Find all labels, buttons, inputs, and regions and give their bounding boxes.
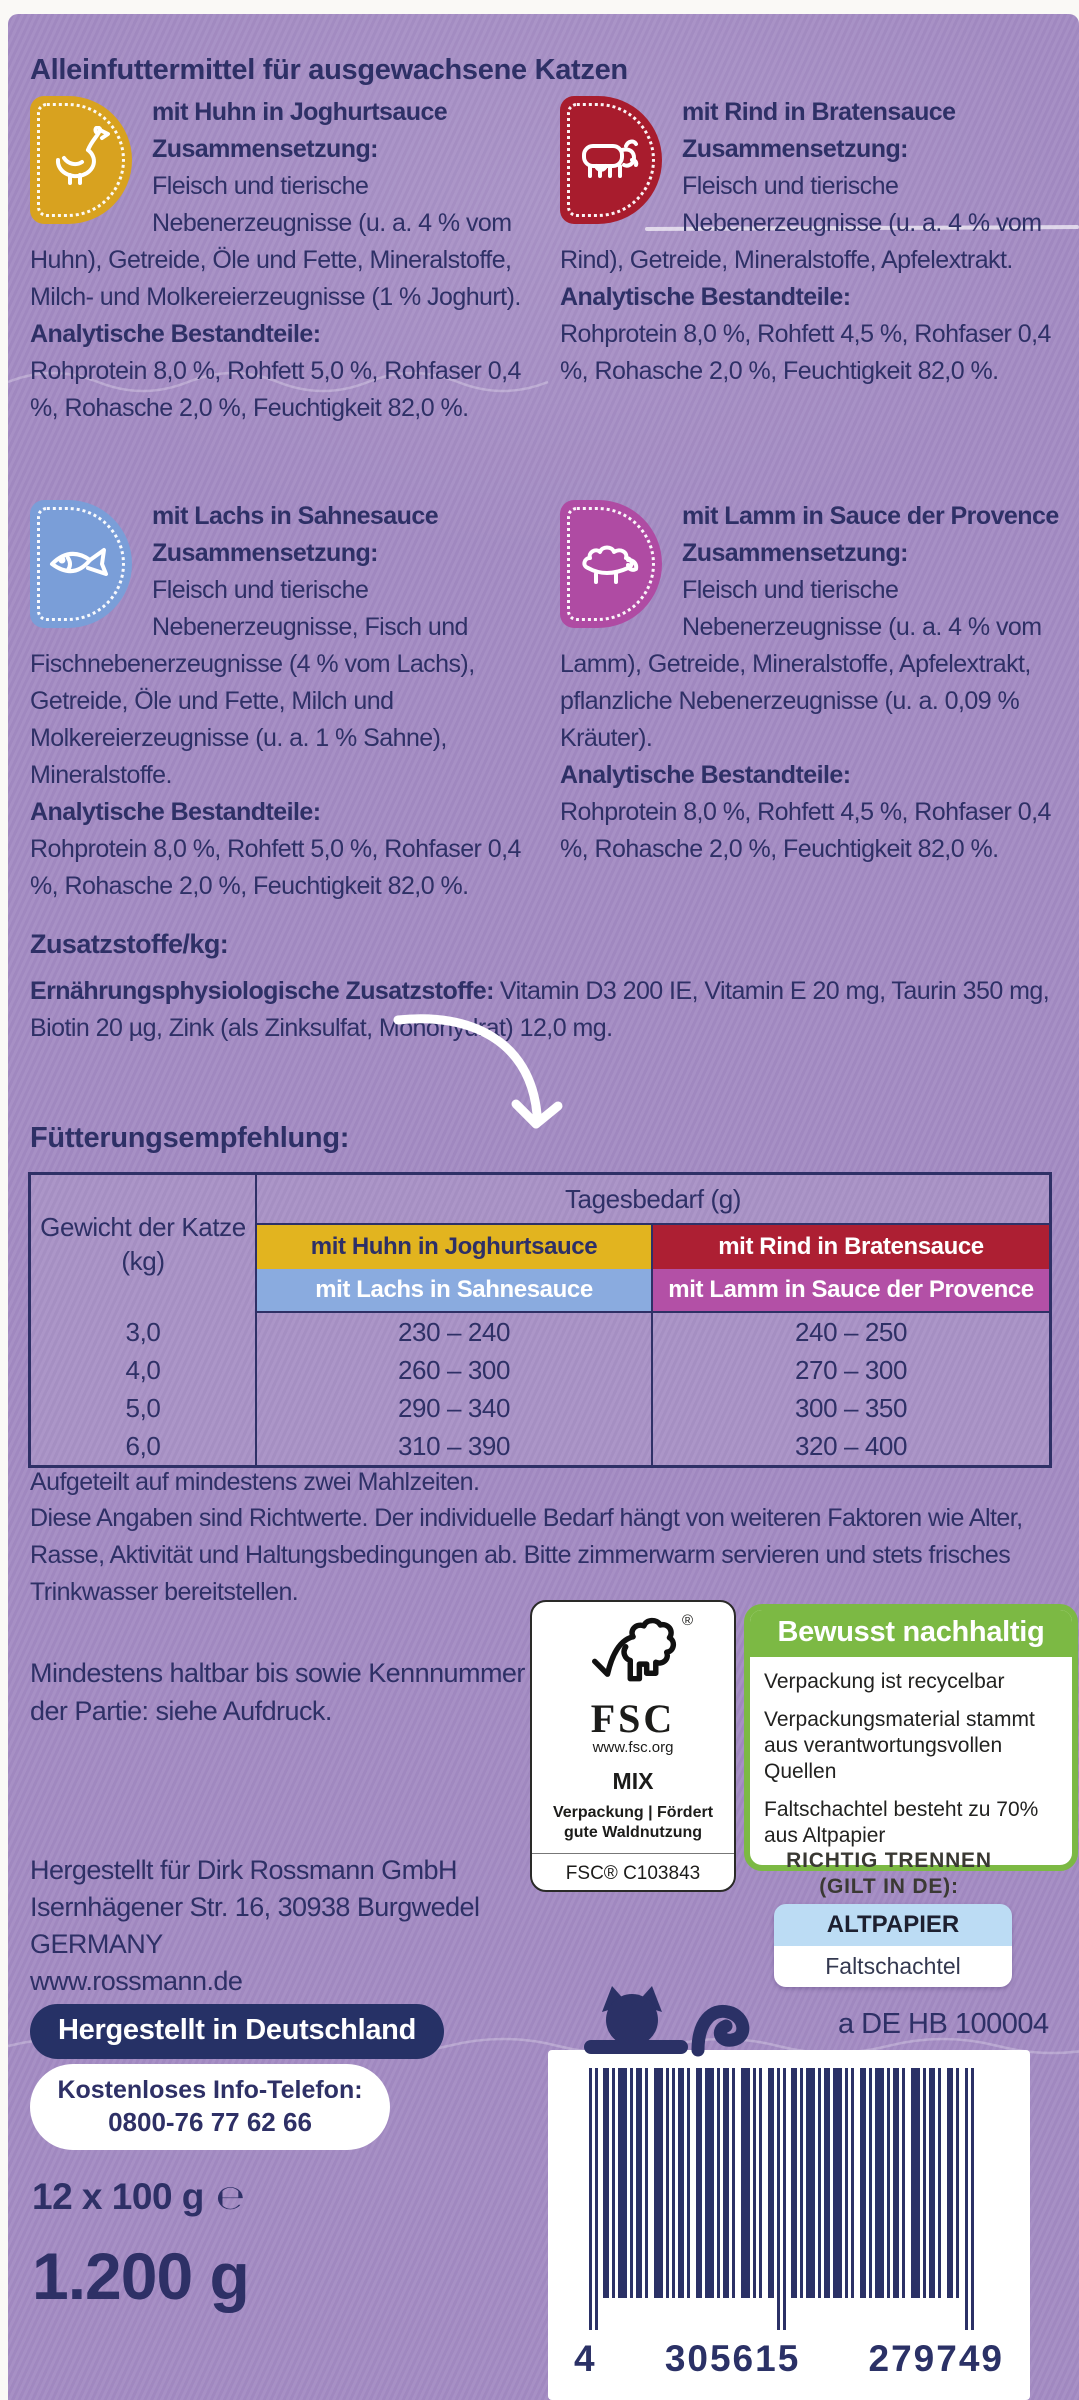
fsc-desc-line1: Verpackung | Fördert [552,1804,714,1821]
barcode-bars [579,2068,999,2336]
barcode-panel [548,2050,1030,2400]
hotline-number: 0800-76 77 62 66 [108,2107,312,2137]
altpapier-badge [774,1904,1012,1987]
durability-line1: Mindestens haltbar bis sowie Kennnummer [30,1658,525,1688]
table-cell-range: 290 – 340 [257,1389,653,1427]
barcode-digit-group: 279749 [868,2338,1004,2379]
feeding-note-meals: Aufgeteilt auf mindestens zwei Mahlzeiten. [30,1468,480,1496]
sheep-icon [574,530,648,596]
variety-title: mit Lachs in Sahnesauce [152,502,439,530]
fsc-registered-mark: ® [681,1612,693,1629]
table-cell-range: 320 – 400 [794,1430,908,1461]
fsc-label [530,1600,736,1892]
variety-section-rind [560,94,1072,390]
table-cell-weight: 5,0 [31,1389,257,1427]
package-panel [8,14,1079,2400]
fsc-license-code: FSC® C103843 [532,1853,734,1885]
fsc-tree-check-icon [587,1612,693,1701]
durability-line2: der Partie: siehe Aufdruck. [30,1696,332,1726]
manufacturer-line1: Hergestellt für Dirk Rossmann GmbH [30,1855,457,1885]
analytics-text: Rohprotein 8,0 %, Rohfett 5,0 %, Rohfaser 0,4 %, Rohasche 2,0 %, Feuchtigkeit 82,0 %. [30,835,521,900]
analytics-label: Analytische Bestandteile: [560,761,851,789]
composition-text: Fleisch und tierische Nebenerzeugnisse, Fisch und Fischnebenerzeugnisse (4 % vom Lachs), Getreide, Öle und Fette, Milch und Molkereierzeugnisse (u. a. 1 % Sahne), Mineralstoffe. [30,576,475,789]
table-cell-range: 270 – 300 [794,1354,908,1385]
analytics-label: Analytische Bestandteile: [30,320,321,348]
fsc-url: www.fsc.org [592,1739,674,1756]
fish-icon [44,530,118,596]
variety-section-lamm [560,498,1072,868]
table-cell-weight: 3,0 [31,1313,257,1351]
additives-lead: Ernährungsphysiologische Zusatzstoffe: [30,977,494,1005]
table-cell-range: 300 – 350 [794,1392,908,1423]
altpapier-material: ALTPAPIER [774,1904,1012,1946]
multipack-text: 12 x 100 g [32,2176,204,2217]
manufacturer-line2: Isernhägener Str. 16, 30938 Burgwedel [30,1892,480,1922]
durability-note [30,1654,525,1730]
composition-label: Zusammensetzung: [682,539,908,567]
daily-need-header: Tagesbedarf (g) [257,1175,1049,1225]
composition-text: Fleisch und tierische Nebenerzeugnisse (u. a. 4 % vom Lamm), Getreide, Mineralstoffe, Apfelextrakt, pflanzliche Nebenerzeugnisse (u. a. 0,09 % Kräuter). [560,576,1042,752]
separation-line1: RICHTIG TRENNEN [786,1849,992,1872]
altpapier-component: Faltschachtel [774,1946,1012,1987]
analytics-label: Analytische Bestandteile: [560,283,851,311]
weight-header-line2: (kg) [121,1246,165,1276]
sustainability-item: Faltschachtel besteht zu 70% aus Altpapier [764,1798,1039,1847]
separation-heading [748,1848,1030,1900]
manufacturer-website: www.rossmann.de [30,1966,243,1996]
feeding-heading: Fütterungsempfehlung: [30,1122,350,1154]
analytics-text: Rohprotein 8,0 %, Rohfett 4,5 %, Rohfaser 0,4 %, Rohasche 2,0 %, Feuchtigkeit 82,0 %. [560,320,1051,385]
analytics-text: Rohprotein 8,0 %, Rohfett 4,5 %, Rohfaser 0,4 %, Rohasche 2,0 %, Feuchtigkeit 82,0 %. [560,798,1051,863]
feed-statement: Alleinfuttermittel für ausgewachsene Katzen [30,54,628,86]
barcode-digit-group: 4 [574,2338,597,2379]
batch-code: a DE HB 100004 [838,2008,1049,2040]
variety-title: mit Huhn in Joghurtsauce [152,98,448,126]
manufacturer-address [30,1852,479,2000]
fsc-description [532,1803,734,1843]
composition-text: Fleisch und tierische Nebenerzeugnisse (u. a. 4 % vom Huhn), Getreide, Öle und Fette, Mineralstoffe, Milch- und Molkereierzeugnisse (1 % Joghurt). [30,172,521,311]
hotline-label: Kostenloses Info-Telefon: [57,2076,363,2104]
sustainability-item: Verpackungsmaterial stammt aus verantwortungsvollen Quellen [764,1708,1035,1783]
multipack-quantity [32,2176,244,2218]
table-cell-weight: 6,0 [31,1427,257,1465]
weight-header-line1: Gewicht der Katze [40,1212,246,1242]
cow-icon [574,126,648,192]
composition-label: Zusammensetzung: [682,135,908,163]
column-header-huhn: mit Huhn in Joghurtsauce [257,1225,653,1269]
composition-label: Zusammensetzung: [152,539,378,567]
table-cell-weight: 4,0 [31,1351,257,1389]
curved-arrow-icon [380,1012,580,1142]
barcode-number [548,2338,1030,2380]
sustainability-box [744,1604,1078,1871]
analytics-label: Analytische Bestandteile: [30,798,321,826]
table-cell-range: 310 – 390 [257,1427,653,1465]
column-header-lamm: mit Lamm in Sauce der Provence [653,1269,1049,1313]
sustainability-title: Bewusst nachhaltig [750,1610,1072,1657]
estimated-sign: ℮ [215,2178,245,2218]
rooster-icon [44,126,118,192]
sustainability-item: Verpackung ist recycelbar [764,1670,1005,1693]
additives-heading: Zusatzstoffe/kg: [30,929,229,959]
feeding-note-guideline: Diese Angaben sind Richtwerte. Der individuelle Bedarf hängt von weiteren Faktoren wie Alter, Rasse, Aktivität und Haltungsbedingungen ab. Bitte zimmerwarm servieren und stets frisches Trinkwasser bereitstellen. [30,1504,1023,1606]
analytics-text: Rohprotein 8,0 %, Rohfett 5,0 %, Rohfaser 0,4 %, Rohasche 2,0 %, Feuchtigkeit 82,0 %. [30,357,521,422]
sustainability-items [750,1657,1072,1865]
weight-column-header [31,1175,257,1313]
variety-section-lachs [30,498,542,905]
variety-title: mit Lamm in Sauce der Provence [682,502,1059,530]
manufacturer-line3: GERMANY [30,1929,163,1959]
column-header-lachs: mit Lachs in Sahnesauce [257,1269,653,1313]
cat-silhouette-icon [576,1982,786,2062]
fsc-desc-line2: gute Waldnutzung [563,1824,703,1841]
barcode-digit-group: 305615 [664,2338,801,2379]
hotline-pill [30,2064,390,2150]
table-cell-range: 240 – 250 [794,1316,908,1347]
fsc-acronym: FSC [590,1696,676,1741]
fsc-grade: MIX [612,1768,654,1794]
total-net-weight: 1.200 g [32,2239,249,2313]
composition-text: Fleisch und tierische Nebenerzeugnisse (u. a. 4 % vom Rind), Getreide, Mineralstoffe, Apfelextrakt. [560,172,1042,274]
separation-line2: (GILT IN DE): [819,1875,959,1898]
composition-label: Zusammensetzung: [152,135,378,163]
table-cell-range: 230 – 240 [257,1313,653,1351]
variety-section-huhn [30,94,542,427]
additives-text: Vitamin D3 200 IE, Vitamin E 20 mg, Taurin 350 mg, Biotin 20 µg, Zink (als Zinksulfat, Monohydrat) 12,0 mg. [30,977,1050,1042]
table-cell-range: 260 – 300 [257,1351,653,1389]
made-in-badge: Hergestellt in Deutschland [30,2004,444,2059]
variety-title: mit Rind in Bratensauce [682,98,956,126]
column-header-rind: mit Rind in Bratensauce [653,1225,1049,1269]
feeding-table [28,1172,1052,1468]
